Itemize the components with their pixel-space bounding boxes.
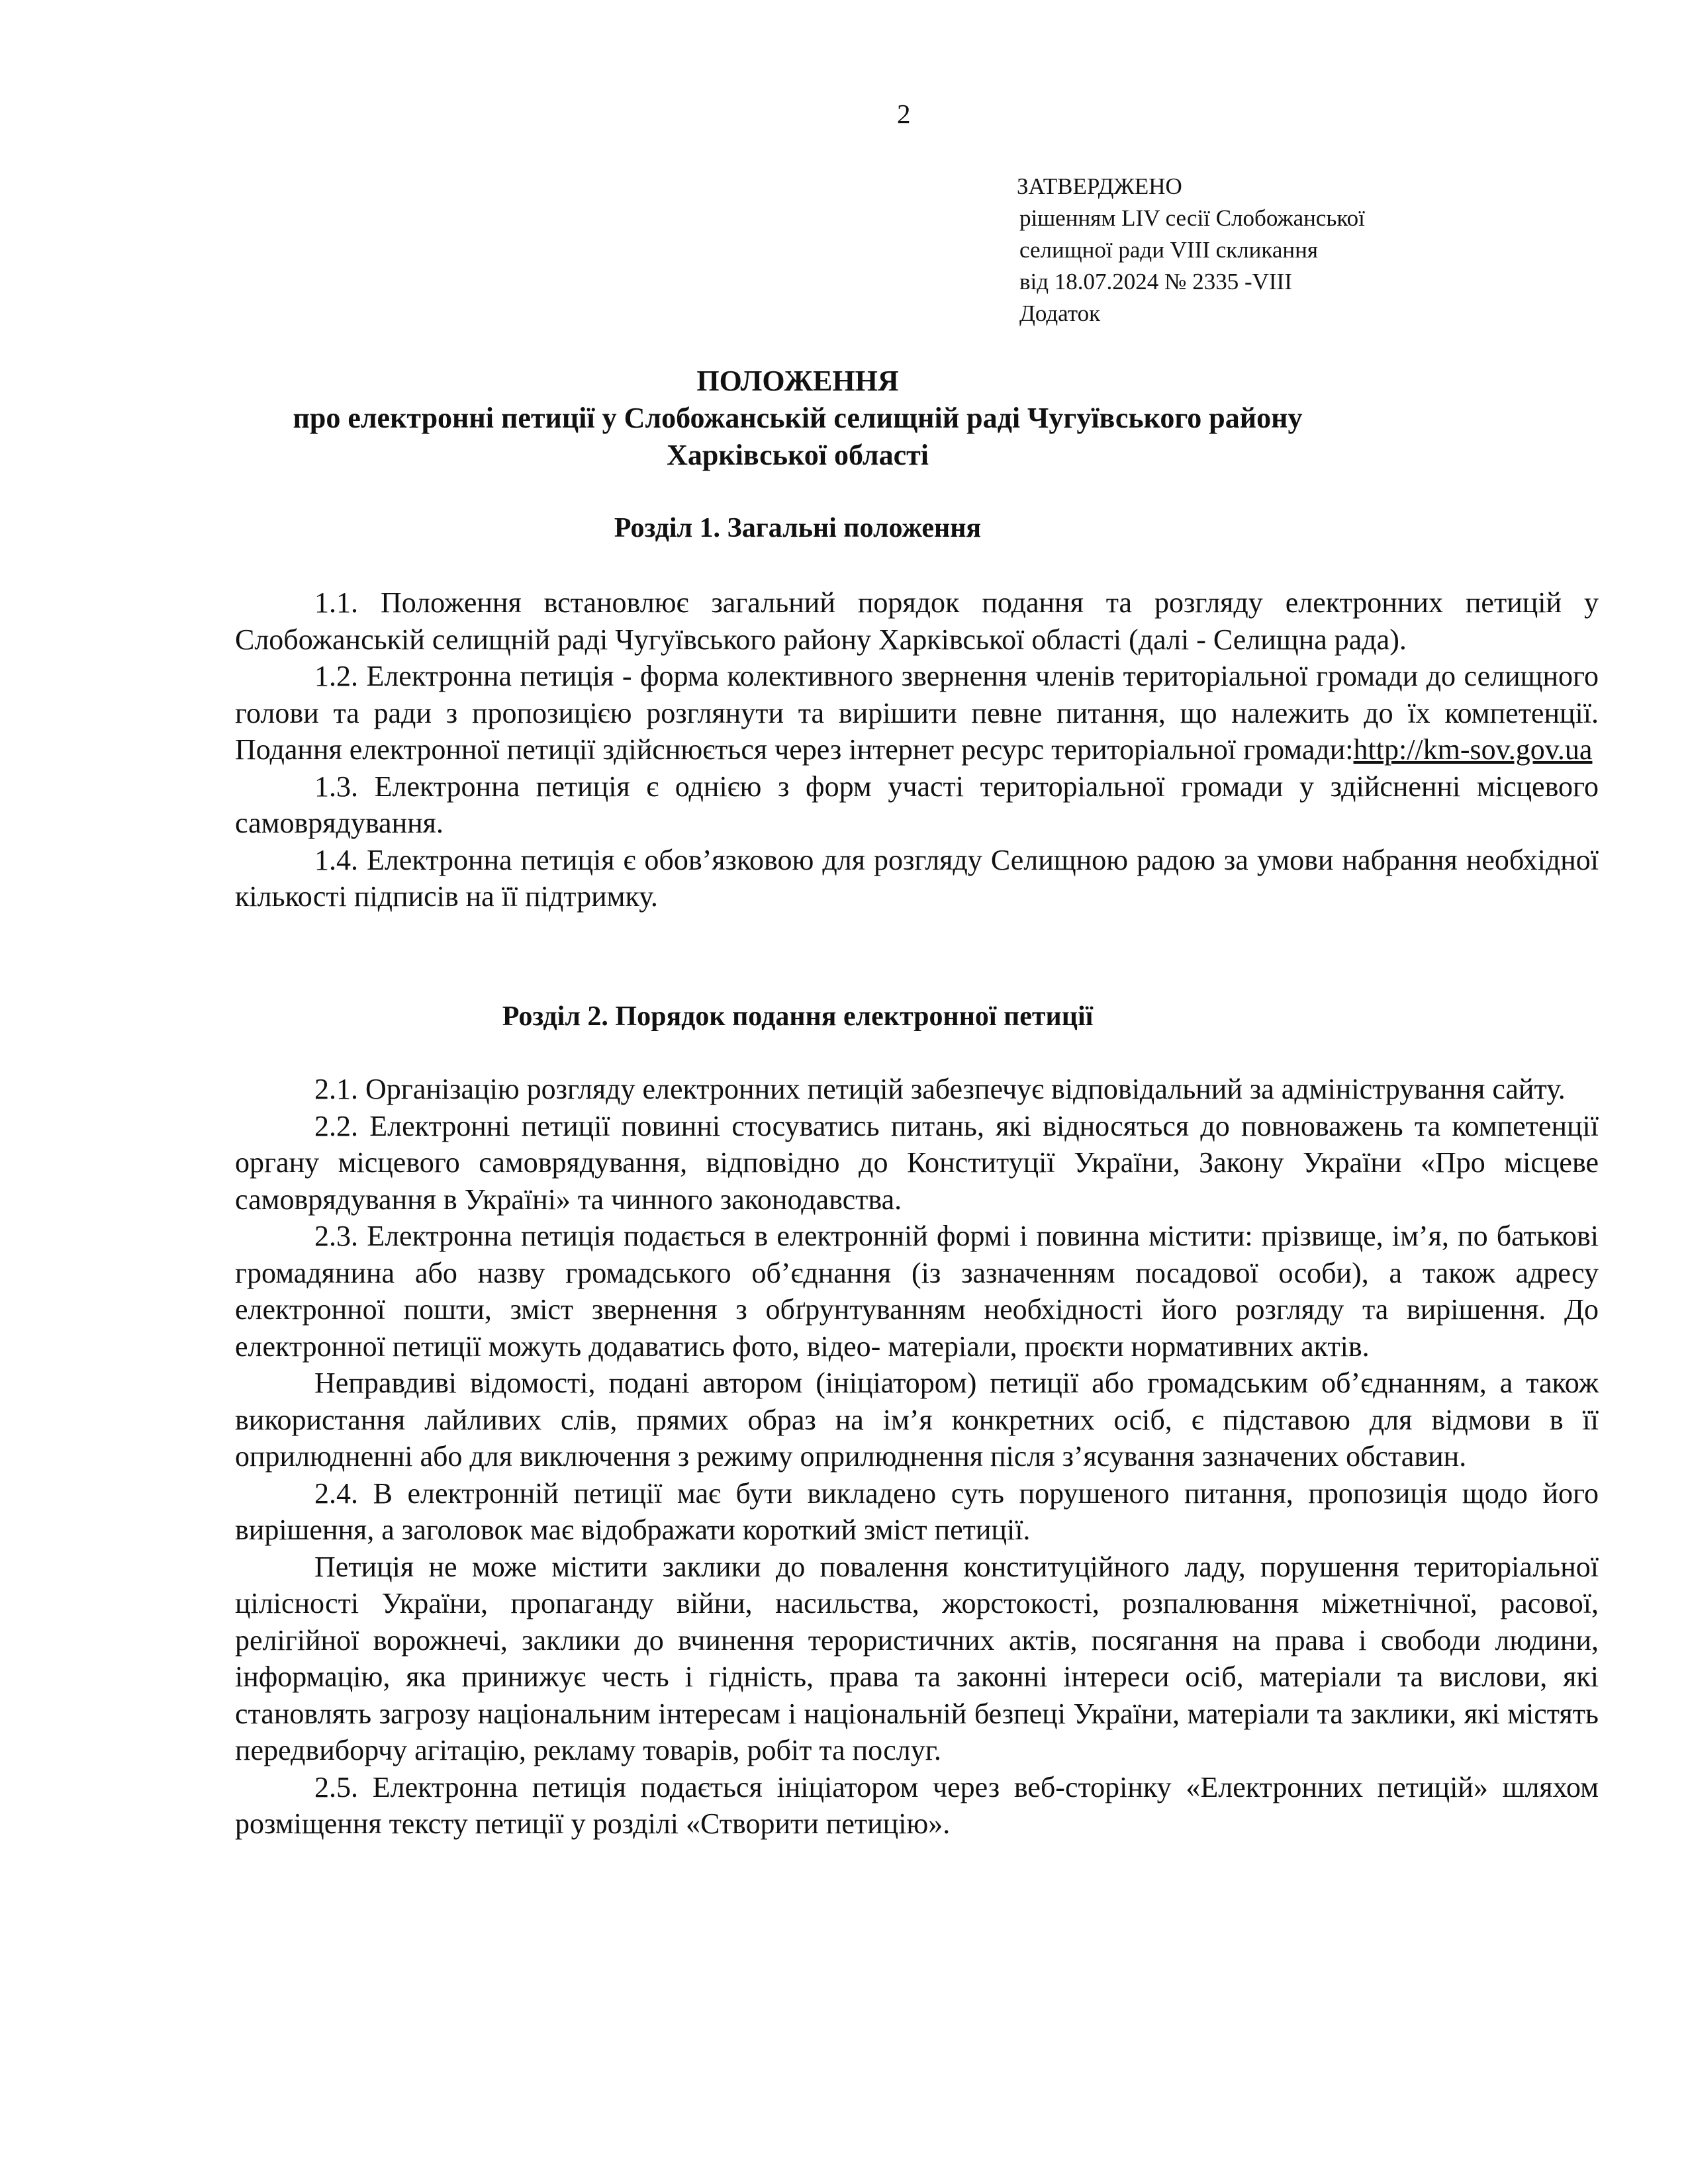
paragraph-2-4: 2.4. В електронній петиції має бути викладено суть порушеного питання, пропозиція щодо його вирішення, а заголовок має відображати короткий зміст петиції. (235, 1477, 1599, 1546)
section-1-title: Розділ 1. Загальні положення (614, 513, 982, 543)
document-title (235, 363, 1360, 474)
approval-line: рішенням LIV сесії Слобожанської (1019, 205, 1365, 231)
paragraph-1-2-text: 1.2. Електронна петиція - форма колективного звернення членів територіальної громади до селищного голови та ради з пропозицією розглянути та вирішити певне питання, що належить до їх компетенції. Подання електронної петиції здійснюється через інтернет ресурс територіальної громади: (235, 660, 1599, 766)
paragraph-2-3-continued: Неправдиві відомості, подані автором (ініціатором) петиції або громадським об’єднанням, а також використання лайливих слів, прямих образ на ім’я конкретних осіб, є підставою для відмови в її оприлюдненні або для виключення з режиму оприлюднення після з’ясування зазначених обставин. (235, 1367, 1599, 1473)
paragraph-2-1: 2.1. Організацію розгляду електронних петицій забезпечує відповідальний за адміністрування сайту. (314, 1073, 1566, 1105)
paragraph-1-3: 1.3. Електронна петиція є однією з форм участі територіальної громади у здійсненні місцевого самоврядування. (235, 770, 1599, 839)
title-subtitle: про електронні петиції у Слобожанській селищній раді Чугуївського району (293, 402, 1303, 434)
approval-stamp: ЗАТВЕРДЖЕНО (1017, 173, 1182, 199)
paragraph-1-4: 1.4. Електронна петиція є обов’язковою для розгляду Селищною радою за умови набрання необхідної кількості підписів на її підтримку. (235, 843, 1599, 913)
title-main: ПОЛОЖЕННЯ (696, 365, 899, 397)
paragraph-1-2 (235, 658, 1599, 768)
section-1-body (235, 584, 1599, 915)
page-number: 2 (897, 99, 911, 129)
title-subtitle: Харківської області (667, 439, 929, 471)
section-2-title: Розділ 2. Порядок подання електронної петиції (502, 1001, 1094, 1032)
paragraph-2-3: 2.3. Електронна петиція подається в електронній формі і повинна містити: прізвище, ім’я, по батькові громадянина або назву громадського об’єднання (із зазначенням посадової особи), а також адресу електронної пошти, зміст звернення з обґрунтуванням необхідності його розгляду та вирішення. До електронної петиції можуть додаватись фото, відео- матеріали, проєкти нормативних актів. (235, 1220, 1599, 1363)
approval-line: селищної ради VIII скликання (1019, 237, 1318, 263)
paragraph-2-2: 2.2. Електронні петиції повинні стосуватись питань, які відносяться до повноважень та компетенції органу місцевого самоврядування, відповідно до Конституції України, Закону України «Про місцеве самоврядування в Україні» та чинного законодавства. (235, 1109, 1599, 1216)
paragraph-2-4-continued: Петиція не може містити заклики до повалення конституційного ладу, порушення територіальної цілісності України, пропаганду війни, насильства, жорстокості, розпалювання міжетнічної, расової, релігійної ворожнечі, заклики до вчинення терористичних актів, посягання на права і свободи людини, інформацію, яка принижує честь і гідність, права та законні інтереси осіб, матеріали та вислови, які становлять загрозу національним інтересам і національній безпеці України, матеріали та заклики, які містять передвиборчу агітацію, рекламу товарів, робіт та послуг. (235, 1550, 1599, 1766)
paragraph-2-5: 2.5. Електронна петиція подається ініціатором через веб-сторінку «Електронних петицій» шляхом розміщення тексту петиції у розділі «Створити петицію». (235, 1770, 1599, 1840)
community-website-link[interactable]: http://km-sov.gov.ua (1353, 733, 1593, 766)
approval-line: від 18.07.2024 № 2335 -VIII (1019, 269, 1292, 295)
section-2-body (235, 1071, 1599, 1843)
paragraph-1-1: 1.1. Положення встановлює загальний порядок подання та розгляду електронних петицій у Слобожанській селищній раді Чугуївського району Харківської області (далі - Селищна рада). (235, 586, 1599, 656)
approval-block (1019, 171, 1365, 330)
approval-line: Додаток (1019, 300, 1101, 326)
